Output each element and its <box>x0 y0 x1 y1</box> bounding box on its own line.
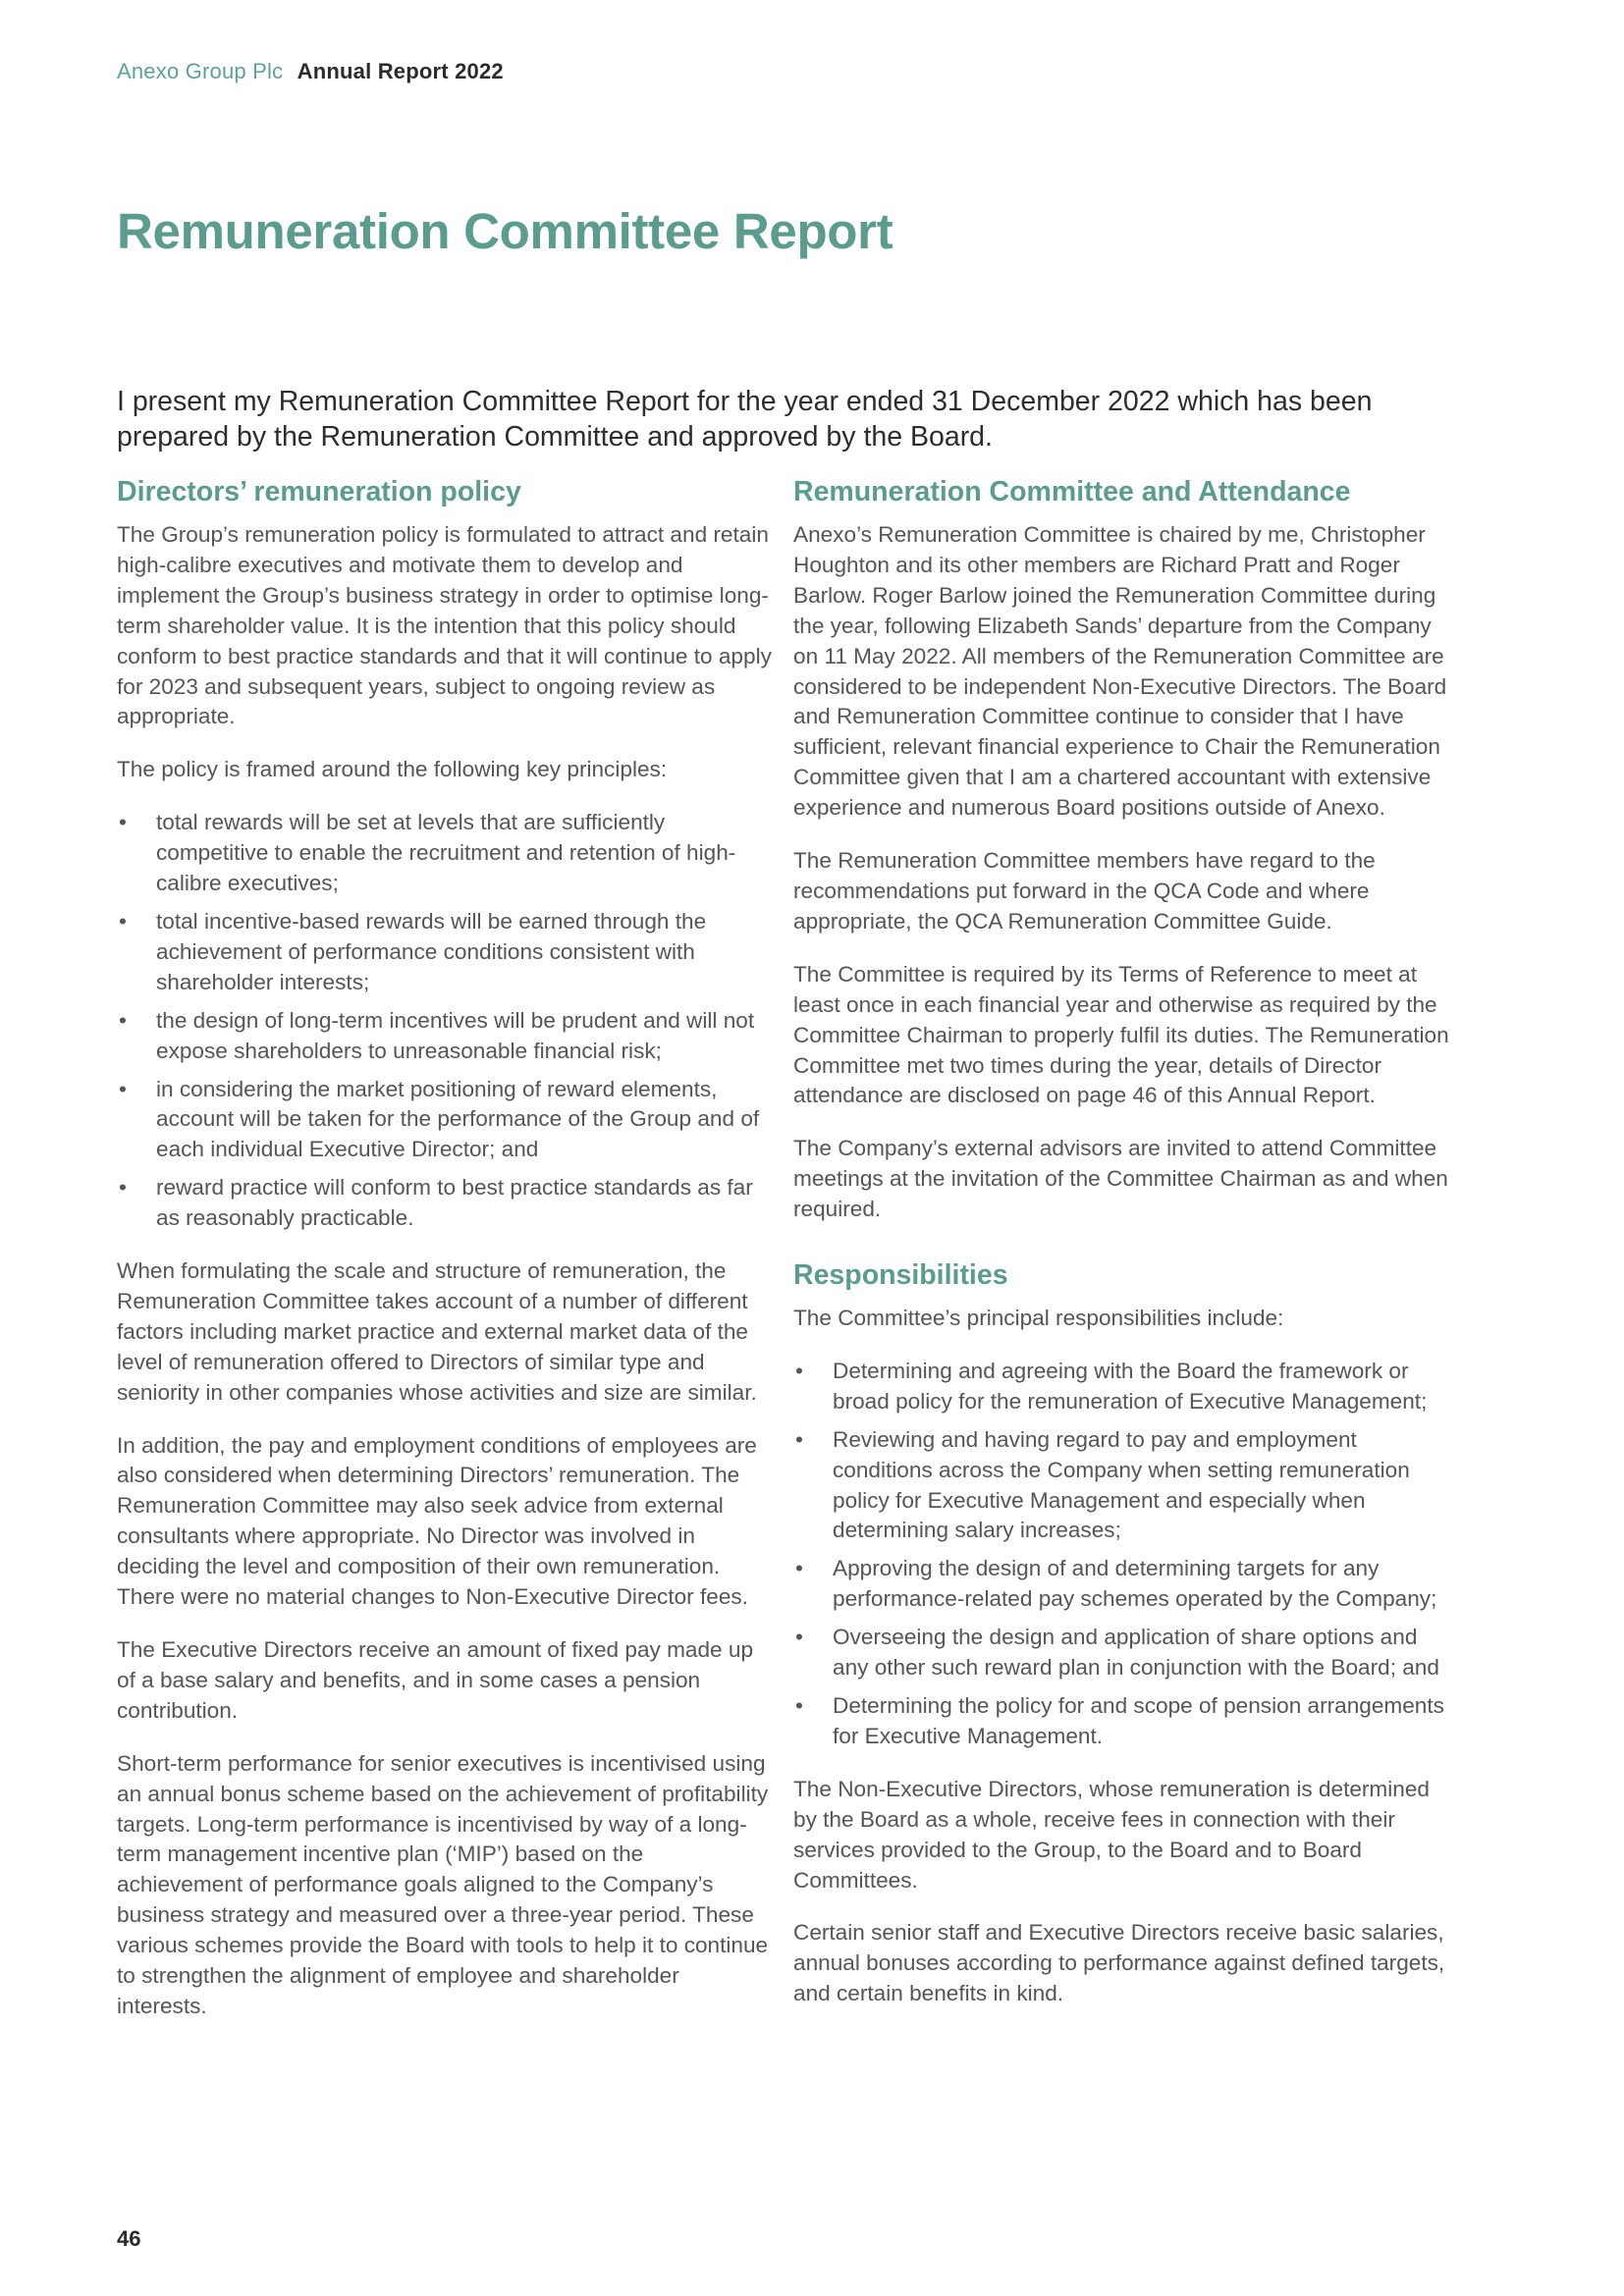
attendance-heading: Remuneration Committee and Attendance <box>793 476 1351 507</box>
committee-members-paragraph: Anexo’s Remuneration Committee is chaired by me, Christopher Houghton and its other members are Richard Pratt and Roger Barlow. Roger Barlow joined the Remuneration Committee during the year, following Elizabeth Sands’ departure from the Company on 11 May 2022. All members of the Remuneration Committee are considered to be independent Non-Executive Directors. The Board and Remuneration Committee continue to consider that I have sufficient, relevant financial experience to Chair the Remuneration Committee given that I am a chartered accountant with extensive experience and numerous Board positions outside of Anexo. <box>793 522 1447 821</box>
remuneration-factors-paragraph: When formulating the scale and structure of remuneration, the Remuneration Committee takes account of a number of different factors including market practice and external market data of the level of remuneration offered to Directors of similar type and seniority in other companies whose activities and size are similar. <box>117 1258 757 1405</box>
list-item-text: reward practice will conform to best practice standards as far as reasonably practicable. <box>156 1175 753 1231</box>
list-item-text: Overseeing the design and application of share options and any other such reward plan in conjunction with the Board; and <box>833 1625 1439 1681</box>
header-company: Anexo Group Plc <box>117 59 284 83</box>
list-item <box>117 808 773 899</box>
principles-list <box>117 808 773 1234</box>
principles-intro: The policy is framed around the following key principles: <box>117 757 668 782</box>
responsibilities-intro: The Committee’s principal responsibilities include: <box>793 1306 1284 1331</box>
right-column <box>793 473 1449 2032</box>
ned-fees-paragraph: The Non-Executive Directors, whose remuneration is determined by the Board as a whole, receive fees in connection with their services provided to the Group, to the Board and to Board Committees. <box>793 1776 1430 1893</box>
list-item <box>793 1623 1449 1683</box>
running-header <box>117 59 504 84</box>
list-item <box>793 1554 1449 1615</box>
left-column <box>117 473 773 2045</box>
bullet-icon: • <box>119 1175 127 1201</box>
list-item <box>793 1691 1449 1752</box>
page-number: 46 <box>117 2226 141 2251</box>
responsibilities-list <box>793 1357 1449 1752</box>
header-report-title: Annual Report 2022 <box>297 59 504 83</box>
list-item-text: Determining the policy for and scope of pension arrangements for Executive Management. <box>833 1693 1444 1748</box>
performance-incentives-paragraph: Short-term performance for senior executives is incentivised using an annual bonus scheme based on the achievement of profitability targets. Long-term performance is incentivised by way of a long-term management incentive plan (‘MIP’) based on the achievement of performance goals aligned to the Company’s business strategy and measured over a three-year period. These various schemes provide the Board with tools to help it to continue to strengthen the alignment of employee and shareholder interests. <box>117 1750 769 2018</box>
bullet-icon: • <box>795 1358 803 1383</box>
list-item-text: in considering the market positioning of reward elements, account will be taken for the performance of the Group and of each individual Executive Director; and <box>156 1076 760 1162</box>
policy-paragraph: The Group’s remuneration policy is formulated to attract and retain high-calibre executives and motivate them to develop and implement the Group’s business strategy in order to optimise long-term shareholder value. It is the intention that this policy should conform to best practice standards and that it will continue to apply for 2023 and subsequent years, subject to ongoing review as appropriate. <box>117 522 772 729</box>
list-item-text: total incentive-based rewards will be earned through the achievement of performance conditions consistent with shareholder interests; <box>156 908 707 994</box>
policy-heading: Directors’ remuneration policy <box>117 476 521 507</box>
bullet-icon: • <box>795 1426 803 1452</box>
bullet-icon: • <box>795 1693 803 1718</box>
list-item-text: Reviewing and having regard to pay and employment conditions across the Company when setting remuneration policy for Executive Management and especially when determining salary increases; <box>833 1426 1410 1543</box>
advisors-paragraph: The Company’s external advisors are invited to attend Committee meetings at the invitation of the Committee Chairman as and when required. <box>793 1136 1448 1222</box>
list-item-text: total rewards will be set at levels that are sufficiently competitive to enable the recruitment and retention of high-calibre executives; <box>156 810 736 896</box>
list-item <box>117 1075 773 1166</box>
employment-conditions-paragraph: In addition, the pay and employment conditions of employees are also considered when determining Directors’ remuneration. The Remuneration Committee may also seek advice from external consultants where appropriate. No Director was involved in deciding the level and composition of their own remuneration. There were no material changes to Non-Executive Director fees. <box>117 1432 757 1610</box>
fixed-pay-paragraph: The Executive Directors receive an amount of fixed pay made up of a base salary and benefits, and in some cases a pension contribution. <box>117 1637 754 1723</box>
list-item <box>117 1173 773 1234</box>
list-item-text: Approving the design of and determining targets for any performance-related pay schemes operated by the Company; <box>833 1556 1437 1612</box>
list-item-text: the design of long-term incentives will be prudent and will not expose shareholders to unreasonable financial risk; <box>156 1007 755 1063</box>
intro-paragraph: I present my Remuneration Committee Report for the year ended 31 December 2022 which has been prepared by the Remuneration Committee and approved by the Board. <box>117 386 1373 453</box>
senior-staff-paragraph: Certain senior staff and Executive Directors receive basic salaries, annual bonuses according to performance against defined targets, and certain benefits in kind. <box>793 1920 1445 2006</box>
bullet-icon: • <box>119 1076 127 1101</box>
list-item-text: Determining and agreeing with the Board the framework or broad policy for the remuneration of Executive Management; <box>833 1358 1428 1414</box>
qca-code-paragraph: The Remuneration Committee members have regard to the recommendations put forward in the QCA Code and where appropriate, the QCA Remuneration Committee Guide. <box>793 848 1376 934</box>
meetings-paragraph: The Committee is required by its Terms of Reference to meet at least once in each financial year and otherwise as required by the Committee Chairman to properly fulfil its duties. The Remuneration Committee met two times during the year, details of Director attendance are disclosed on page 46 of this Annual Report. <box>793 961 1449 1108</box>
list-item <box>793 1357 1449 1417</box>
bullet-icon: • <box>795 1625 803 1650</box>
list-item <box>793 1425 1449 1547</box>
bullet-icon: • <box>119 810 127 835</box>
bullet-icon: • <box>119 908 127 934</box>
list-item <box>117 907 773 998</box>
list-item <box>117 1006 773 1067</box>
bullet-icon: • <box>795 1556 803 1581</box>
responsibilities-heading: Responsibilities <box>793 1259 1008 1292</box>
page-title: Remuneration Committee Report <box>117 203 893 259</box>
bullet-icon: • <box>119 1007 127 1033</box>
